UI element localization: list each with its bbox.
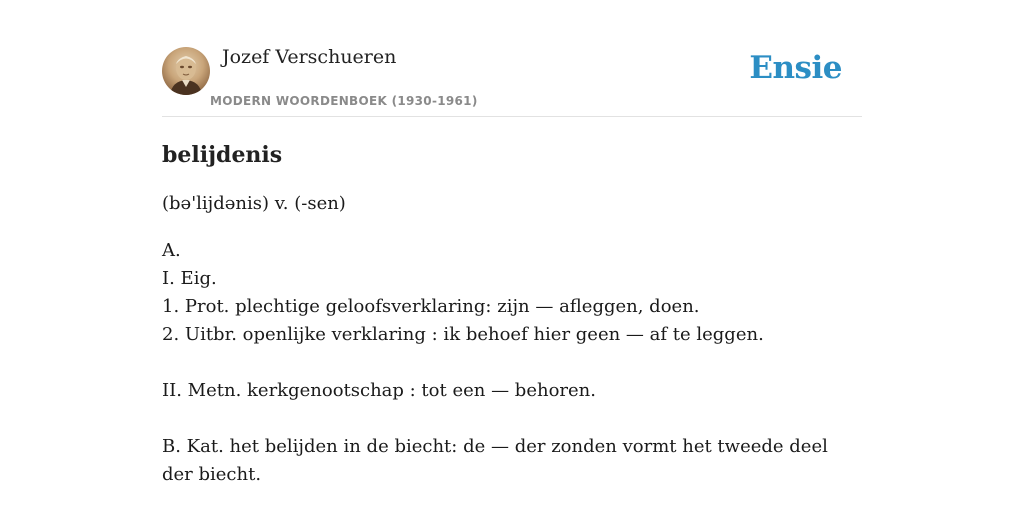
source-label[interactable]: MODERN WOORDENBOEK (1930-1961) bbox=[210, 94, 478, 108]
definition-line: B. Kat. het belijden in de biecht: de — der zonden vormt het tweede deel der biecht. bbox=[162, 436, 828, 485]
definition-line: I. Eig. bbox=[162, 268, 217, 289]
definition-line: 2. Uitbr. openlijke verklaring : ik behoef hier geen — af te leggen. bbox=[162, 324, 764, 345]
author-name[interactable]: Jozef Verschueren bbox=[222, 46, 397, 68]
definition-line: II. Metn. kerkgenootschap : tot een — behoren. bbox=[162, 380, 596, 401]
author-avatar[interactable] bbox=[162, 47, 210, 95]
entry-content bbox=[162, 138, 852, 489]
definition-line: 1. Prot. plechtige geloofsverklaring: zijn — afleggen, doen. bbox=[162, 296, 700, 317]
definition-spacer bbox=[162, 349, 852, 377]
entry-definition bbox=[162, 237, 852, 489]
definition-spacer bbox=[162, 405, 852, 433]
definition-line: A. bbox=[162, 240, 181, 261]
ensie-logo[interactable]: Ensie bbox=[749, 50, 842, 86]
entry-pronunciation: (bə'lijdənis) v. (-sen) bbox=[162, 193, 346, 214]
entry-headword: belijdenis bbox=[162, 142, 283, 168]
header bbox=[162, 44, 862, 117]
author-portrait-icon bbox=[162, 47, 210, 95]
